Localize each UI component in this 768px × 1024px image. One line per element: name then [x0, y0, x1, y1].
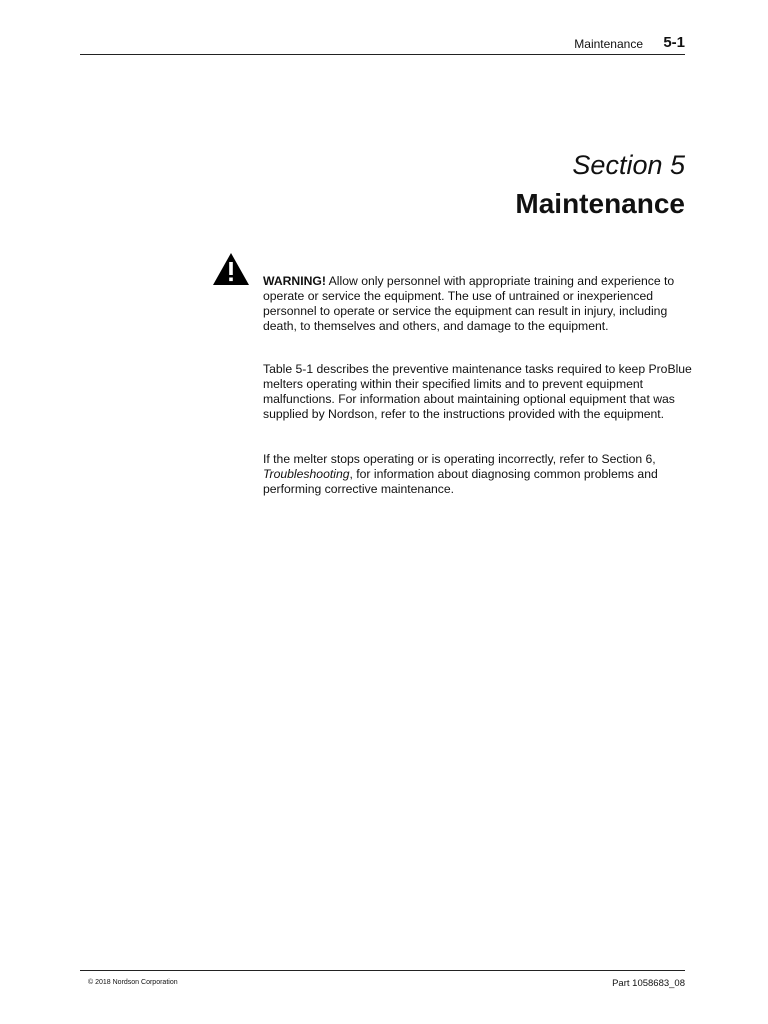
warning-paragraph — [263, 274, 693, 334]
warning-lead: WARNING! — [263, 274, 326, 288]
warning-text: Allow only personnel with appropriate training and experience to operate or service the equipment. The use of untrained or inexperienced personnel to operate or service the equipment can result in injury, including death, to themselves and others, and damage to the equipment. — [263, 274, 675, 333]
section-label: Section 5 — [572, 150, 685, 180]
table-intro-text: Table 5-1 describes the preventive maintenance tasks required to keep ProBlue melters operating within their specified limits and to prevent equipment malfunctions. For information about maintaining optional equipment that was supplied by Nordson, refer to the instructions provided with the equipment. — [263, 362, 692, 421]
troubleshoot-text-after: , for information about diagnosing common problems and performing corrective maintenance. — [263, 467, 658, 496]
page-footer — [80, 970, 685, 991]
section-title: Maintenance — [515, 188, 685, 219]
footer-copyright: © 2018 Nordson Corporation — [88, 979, 178, 986]
troubleshooting-reference: Troubleshooting — [263, 467, 350, 481]
header-page-number: 5-1 — [663, 34, 685, 51]
troubleshoot-text-before: If the melter stops operating or is operating incorrectly, refer to Section 6, — [263, 452, 656, 466]
table-intro-paragraph — [263, 362, 693, 422]
footer-part-number: Part 1058683_08 — [612, 978, 685, 989]
header-title: Maintenance — [574, 37, 643, 51]
page-header — [80, 30, 685, 55]
warning-triangle-icon — [212, 252, 250, 286]
troubleshooting-paragraph — [263, 452, 693, 497]
